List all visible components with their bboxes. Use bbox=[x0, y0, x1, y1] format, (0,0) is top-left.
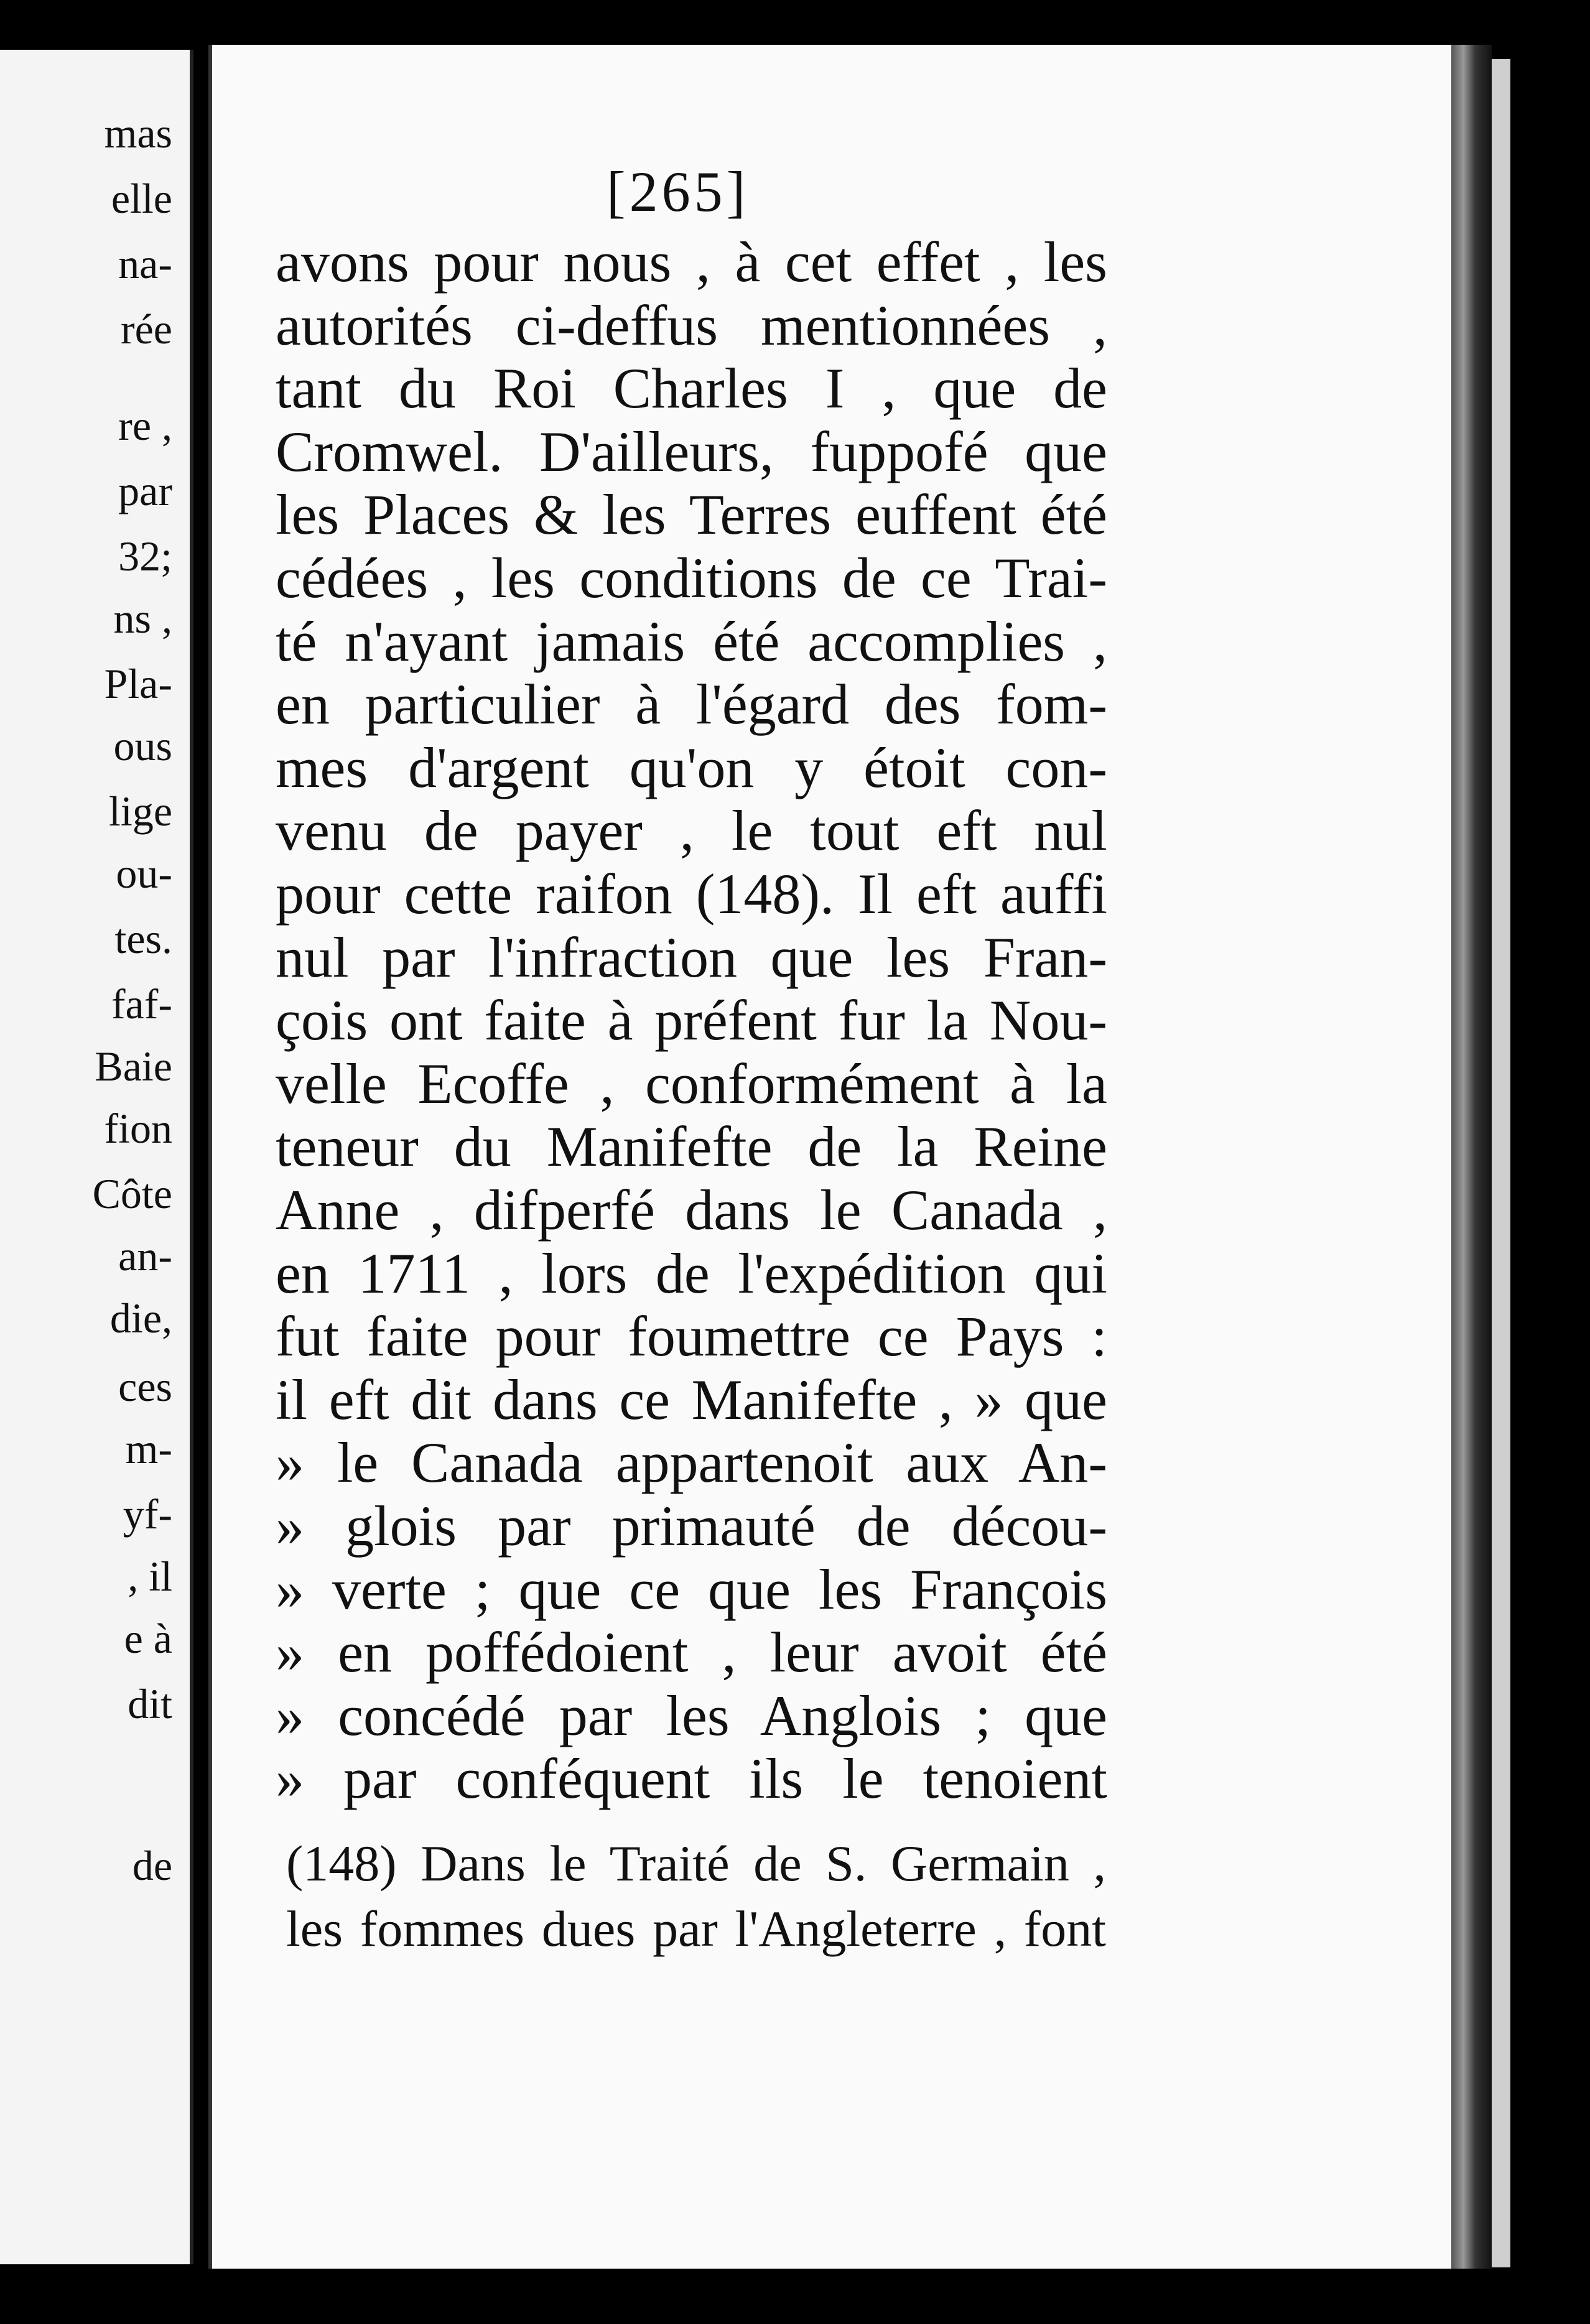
footnote-line: les fommes dues par l'Angleterre , font bbox=[286, 1900, 1106, 1957]
left-page-line: ou- bbox=[116, 850, 172, 897]
text-line: les Places & les Terres euffent été bbox=[276, 483, 1107, 547]
left-page-line: Côte bbox=[92, 1170, 172, 1217]
text-line: çois ont faite à préfent fur la Nou- bbox=[276, 988, 1107, 1053]
text-line: pour cette raifon (148). Il eft auffi bbox=[276, 862, 1107, 926]
text-line: en particulier à l'égard des fom- bbox=[276, 672, 1107, 737]
footnote-line: (148) Dans le Traité de S. Germain , bbox=[286, 1835, 1106, 1892]
left-page-line: par bbox=[118, 467, 172, 514]
text-line: venu de payer , le tout eft nul bbox=[276, 799, 1107, 863]
text-line: Cromwel. D'ailleurs, fuppofé que bbox=[276, 419, 1107, 483]
text-line: nul par l'infraction que les Fran- bbox=[276, 925, 1107, 989]
text-line: mes d'argent qu'on y étoit con- bbox=[276, 735, 1107, 799]
left-page-line: ous bbox=[113, 722, 172, 769]
left-page-line: Baie bbox=[95, 1043, 172, 1090]
text-line: il eft dit dans ce Manifefte , » que bbox=[276, 1367, 1107, 1431]
left-page-line: re , bbox=[118, 402, 172, 449]
left-page-line: 32; bbox=[118, 532, 172, 580]
page-edge bbox=[1451, 45, 1492, 2269]
left-page-line: elle bbox=[111, 175, 172, 222]
text-line: Anne , difperfé dans le Canada , bbox=[276, 1178, 1107, 1242]
left-page-line: mas bbox=[104, 109, 172, 157]
text-line: en 1711 , lors de l'expédition qui bbox=[276, 1241, 1107, 1305]
left-page-line: e à bbox=[124, 1615, 172, 1662]
text-line: avons pour nous , à cet effet , les bbox=[276, 230, 1107, 294]
left-page-line: de bbox=[132, 1842, 172, 1889]
left-page-line: yf- bbox=[123, 1490, 172, 1538]
text-line: » verte ; que ce que les François bbox=[276, 1557, 1107, 1621]
text-line: » par conféquent ils le tenoient bbox=[276, 1747, 1107, 1811]
text-line: autorités ci-deffus mentionnées , bbox=[276, 293, 1107, 357]
left-page-line: lige bbox=[109, 788, 172, 835]
page-number: [265] bbox=[607, 160, 750, 223]
text-line: » en poffédoient , leur avoit été bbox=[276, 1620, 1107, 1685]
left-page-line: an- bbox=[118, 1232, 172, 1280]
left-page-line: rée bbox=[120, 305, 172, 353]
left-page-line: faf- bbox=[111, 980, 172, 1028]
left-page-line: , il bbox=[128, 1553, 172, 1600]
left-page-line: ns , bbox=[113, 595, 172, 642]
left-page-line: dit bbox=[128, 1680, 172, 1727]
left-page-line: fion bbox=[104, 1105, 172, 1152]
page-edge-inner bbox=[1492, 59, 1510, 2267]
text-line: cédées , les conditions de ce Trai- bbox=[276, 546, 1107, 610]
text-line: té n'ayant jamais été accomplies , bbox=[276, 609, 1107, 673]
left-page-line: na- bbox=[118, 240, 172, 287]
left-page-line: die, bbox=[109, 1294, 172, 1342]
text-line: » glois par primauté de décou- bbox=[276, 1494, 1107, 1558]
left-page-line: ces bbox=[118, 1363, 172, 1410]
text-line: tant du Roi Charles I , que de bbox=[276, 356, 1107, 421]
text-line: » concédé par les Anglois ; que bbox=[276, 1683, 1107, 1747]
left-page-line: m- bbox=[125, 1425, 172, 1472]
left-page-line: Pla- bbox=[104, 660, 172, 707]
left-page-line: tes. bbox=[114, 915, 172, 962]
text-line: » le Canada appartenoit aux An- bbox=[276, 1431, 1107, 1495]
text-line: teneur du Manifefte de la Reine bbox=[276, 1115, 1107, 1179]
text-line: fut faite pour foumettre ce Pays : bbox=[276, 1304, 1107, 1369]
previous-page-fragment bbox=[0, 50, 193, 2264]
text-line: velle Ecoffe , conformément à la bbox=[276, 1051, 1107, 1115]
